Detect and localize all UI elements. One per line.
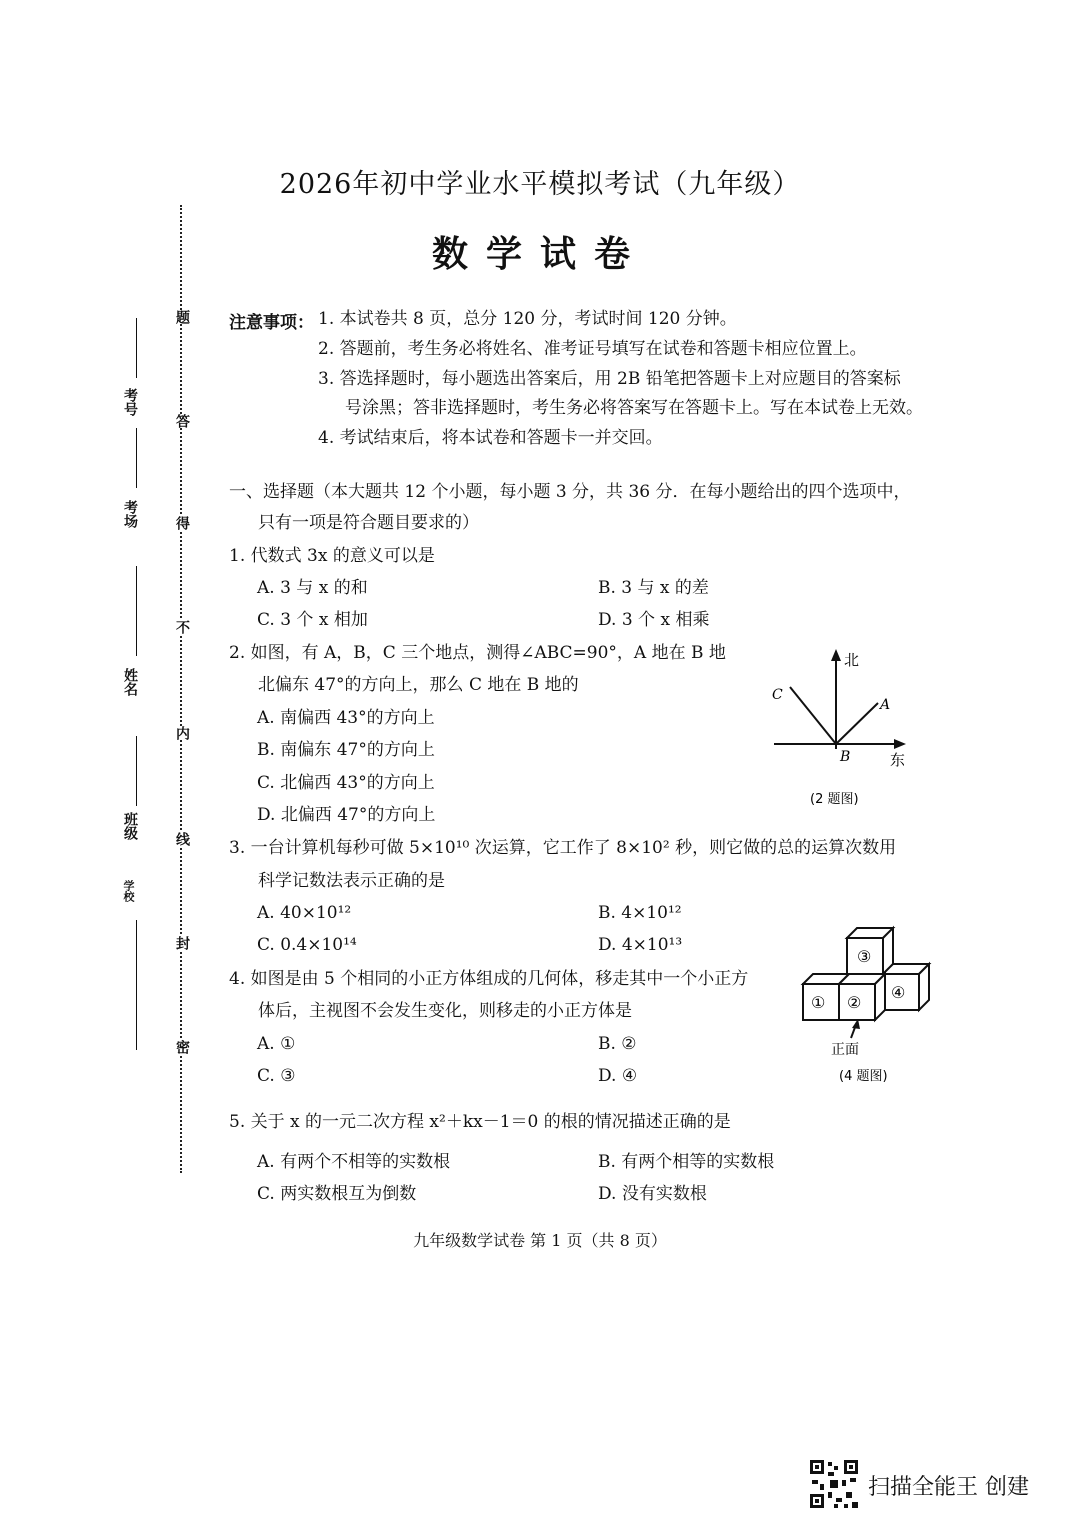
note-4: 4. 考试结束后，将本试卷和答题卡一并交回。 bbox=[318, 428, 663, 448]
north-arrowhead bbox=[831, 649, 841, 661]
q2-stem: 2. 如图，有 A，B，C 三个地点，测得∠ABC=90°，A 地在 B 地 bbox=[229, 643, 726, 663]
q1-stem: 1. 代数式 3x 的意义可以是 bbox=[229, 546, 435, 566]
q4-option-d[interactable]: D. ④ bbox=[598, 1066, 638, 1086]
seal-char-3: 得 bbox=[174, 516, 190, 530]
q2-stem-cont: 北偏东 47°的方向上，那么 C 地在 B 地的 bbox=[258, 675, 579, 695]
cube-label-4: ④ bbox=[891, 983, 906, 1002]
q4-stem-cont: 体后，主视图不会发生变化，则移走的小正方体是 bbox=[258, 1001, 632, 1021]
q3-stem: 3. 一台计算机每秒可做 5×10¹⁰ 次运算，它工作了 8×10² 秒，则它做的总的运算次数用 bbox=[229, 838, 897, 858]
field-label-class: 班级 bbox=[122, 812, 138, 840]
q5-stem: 5. 关于 x 的一元二次方程 x²＋kx－1＝0 的根的情况描述正确的是 bbox=[229, 1112, 731, 1132]
section-heading: 一、选择题（本大题共 12 个小题，每小题 3 分，共 36 分．在每小题给出的四个选项中， bbox=[229, 482, 911, 502]
q1-option-a[interactable]: A. 3 与 x 的和 bbox=[257, 578, 368, 598]
q5-option-b[interactable]: B. 有两个相等的实数根 bbox=[598, 1152, 775, 1172]
ray-bc bbox=[790, 687, 836, 744]
east-arrowhead bbox=[894, 739, 906, 749]
field-line-school[interactable] bbox=[136, 920, 137, 1050]
ray-ba bbox=[836, 703, 878, 744]
seal-char-5: 内 bbox=[174, 726, 190, 740]
q4-option-c[interactable]: C. ③ bbox=[257, 1066, 296, 1086]
q2-option-b[interactable]: B. 南偏东 47°的方向上 bbox=[257, 740, 435, 760]
scanner-stamp: 扫描全能王 创建 bbox=[868, 1475, 1029, 1500]
seal-char-6: 线 bbox=[174, 832, 190, 846]
field-line-room[interactable] bbox=[136, 428, 137, 488]
label-north: 北 bbox=[844, 651, 860, 669]
note-3: 3. 答选择题时，每小题选出答案后，用 2B 铅笔把答题卡上对应题目的答案标 bbox=[318, 369, 901, 389]
q5-option-d[interactable]: D. 没有实数根 bbox=[598, 1184, 707, 1204]
q3-option-b[interactable]: B. 4×10¹² bbox=[598, 903, 682, 923]
q1-option-b[interactable]: B. 3 与 x 的差 bbox=[598, 578, 709, 598]
note-2: 2. 答题前，考生务必将姓名、准考证号填写在试卷和答题卡相应位置上。 bbox=[318, 339, 867, 359]
label-a: A bbox=[880, 697, 891, 713]
field-label-room: 考场 bbox=[122, 500, 138, 528]
field-label-exam-no: 考号 bbox=[122, 388, 138, 416]
q3-stem-cont: 科学记数法表示正确的是 bbox=[258, 871, 445, 891]
field-label-school: 学校 bbox=[122, 880, 135, 902]
q3-option-c[interactable]: C. 0.4×10¹⁴ bbox=[257, 935, 357, 955]
qr-code-icon bbox=[808, 1458, 860, 1510]
figure-4-caption: (4 题图) bbox=[839, 1069, 888, 1084]
field-line-name[interactable] bbox=[136, 566, 137, 656]
q4-option-a[interactable]: A. ① bbox=[257, 1034, 296, 1054]
front-label: 正面 bbox=[831, 1042, 859, 1058]
figure-4-cubes bbox=[795, 920, 945, 1090]
section-heading-cont: 只有一项是符合题目要求的） bbox=[258, 513, 479, 533]
figure-2-compass bbox=[760, 645, 920, 815]
page-footer: 九年级数学试卷 第 1 页（共 8 页） bbox=[413, 1231, 667, 1250]
paper-subtitle: 数学试卷 bbox=[431, 234, 648, 275]
q3-option-d[interactable]: D. 4×10¹³ bbox=[598, 935, 683, 955]
q5-option-c[interactable]: C. 两实数根互为倒数 bbox=[257, 1184, 417, 1204]
q2-option-d[interactable]: D. 北偏西 47°的方向上 bbox=[257, 805, 436, 825]
q1-option-d[interactable]: D. 3 个 x 相乘 bbox=[598, 610, 710, 630]
seal-line bbox=[180, 205, 182, 1173]
q4-option-b[interactable]: B. ② bbox=[598, 1034, 637, 1054]
seal-char-7: 封 bbox=[174, 936, 190, 950]
label-c: C bbox=[772, 687, 783, 703]
cube-label-2: ② bbox=[847, 993, 862, 1012]
notes-label: 注意事项： bbox=[229, 313, 314, 333]
field-label-name: 姓名 bbox=[122, 668, 138, 696]
seal-char-4: 不 bbox=[174, 620, 190, 634]
note-3-cont: 号涂黑；答非选择题时，考生务必将答案写在答题卡上。写在本试卷上无效。 bbox=[345, 398, 923, 418]
q1-option-c[interactable]: C. 3 个 x 相加 bbox=[257, 610, 368, 630]
q5-option-a[interactable]: A. 有两个不相等的实数根 bbox=[257, 1152, 451, 1172]
q2-option-c[interactable]: C. 北偏西 43°的方向上 bbox=[257, 773, 435, 793]
field-line-class[interactable] bbox=[136, 736, 137, 806]
seal-char-2: 答 bbox=[174, 414, 190, 428]
note-1: 1. 本试卷共 8 页，总分 120 分，考试时间 120 分钟。 bbox=[318, 309, 737, 329]
q2-option-a[interactable]: A. 南偏西 43°的方向上 bbox=[257, 708, 435, 728]
cube-label-1: ① bbox=[811, 993, 826, 1012]
q3-option-a[interactable]: A. 40×10¹² bbox=[257, 903, 352, 923]
label-east: 东 bbox=[890, 751, 906, 769]
cube-label-3: ③ bbox=[857, 947, 872, 966]
q4-stem: 4. 如图是由 5 个相同的小正方体组成的几何体，移走其中一个小正方 bbox=[229, 969, 749, 989]
label-b: B bbox=[840, 749, 851, 765]
seal-char-8: 密 bbox=[174, 1040, 190, 1054]
field-line-exam-no[interactable] bbox=[136, 318, 137, 378]
figure-2-caption: (2 题图) bbox=[810, 792, 859, 807]
seal-char-1: 题 bbox=[174, 310, 190, 324]
exam-title: 2026年初中学业水平模拟考试（九年级） bbox=[279, 169, 801, 200]
